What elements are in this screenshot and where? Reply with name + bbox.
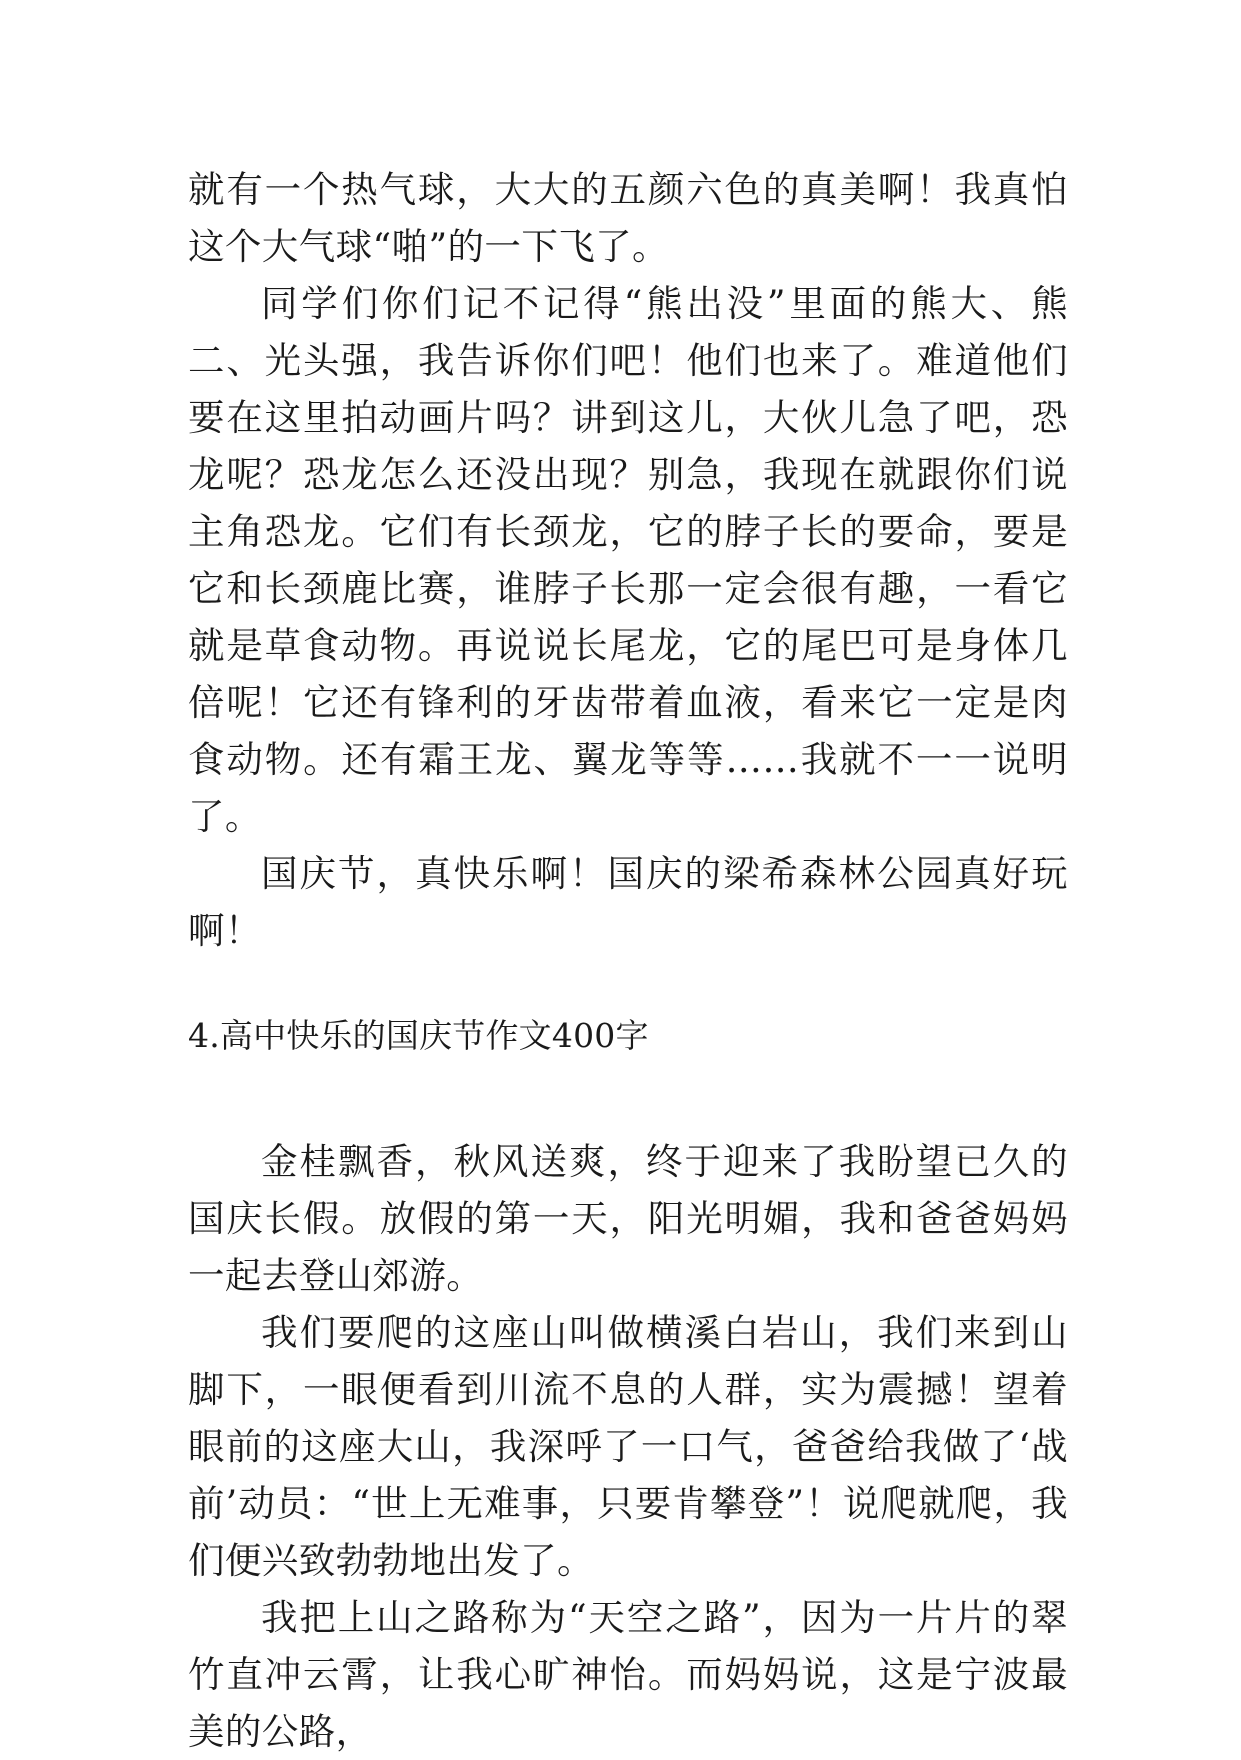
section-spacer: [188, 959, 1068, 1007]
paragraph-holiday-start: 金桂飘香，秋风送爽，终于迎来了我盼望已久的国庆长假。放假的第一天，阳光明媚，我和爸爸妈妈一起去登山郊游。: [188, 1140, 1068, 1297]
section-spacer: [188, 1064, 1068, 1133]
paragraph-hot-air-balloon: 就有一个热气球，大大的五颜六色的真美啊！我真怕这个大气球“啪”的一下飞了。: [188, 168, 1068, 268]
section-heading: 4.高中快乐的国庆节作文400字: [188, 1016, 649, 1055]
document-page: [188, 161, 1068, 1760]
paragraph-sky-road: 我把上山之路称为“天空之路”，因为一片片的翠竹直冲云霄，让我心旷神怡。而妈妈说，这是宁波最美的公路，: [188, 1596, 1068, 1753]
paragraph-national-day-closing: 国庆节，真快乐啊！国庆的梁希森林公园真好玩啊！: [188, 852, 1068, 952]
paragraph-mountain-climb: 我们要爬的这座山叫做横溪白岩山，我们来到山脚下，一眼便看到川流不息的人群，实为震撼！望着眼前的这座大山，我深呼了一口气，爸爸给我做了‘战前’动员：“世上无难事，只要肯攀登”！说爬就爬，我们便兴致勃勃地出发了。: [188, 1311, 1068, 1582]
paragraph-dinosaurs: 同学们你们记不记得“熊出没”里面的熊大、熊二、光头强，我告诉你们吧！他们也来了。难道他们要在这里拍动画片吗？讲到这儿，大伙儿急了吧，恐龙呢？恐龙怎么还没出现？别急，我现在就跟你们说主角恐龙。它们有长颈龙，它的脖子长的要命，要是它和长颈鹿比赛，谁脖子长那一定会很有趣，一看它就是草食动物。再说说长尾龙，它的尾巴可是身体几倍呢！它还有锋利的牙齿带着血液，看来它一定是肉食动物。还有霜王龙、翼龙等等……我就不一一说明了。: [188, 282, 1068, 838]
